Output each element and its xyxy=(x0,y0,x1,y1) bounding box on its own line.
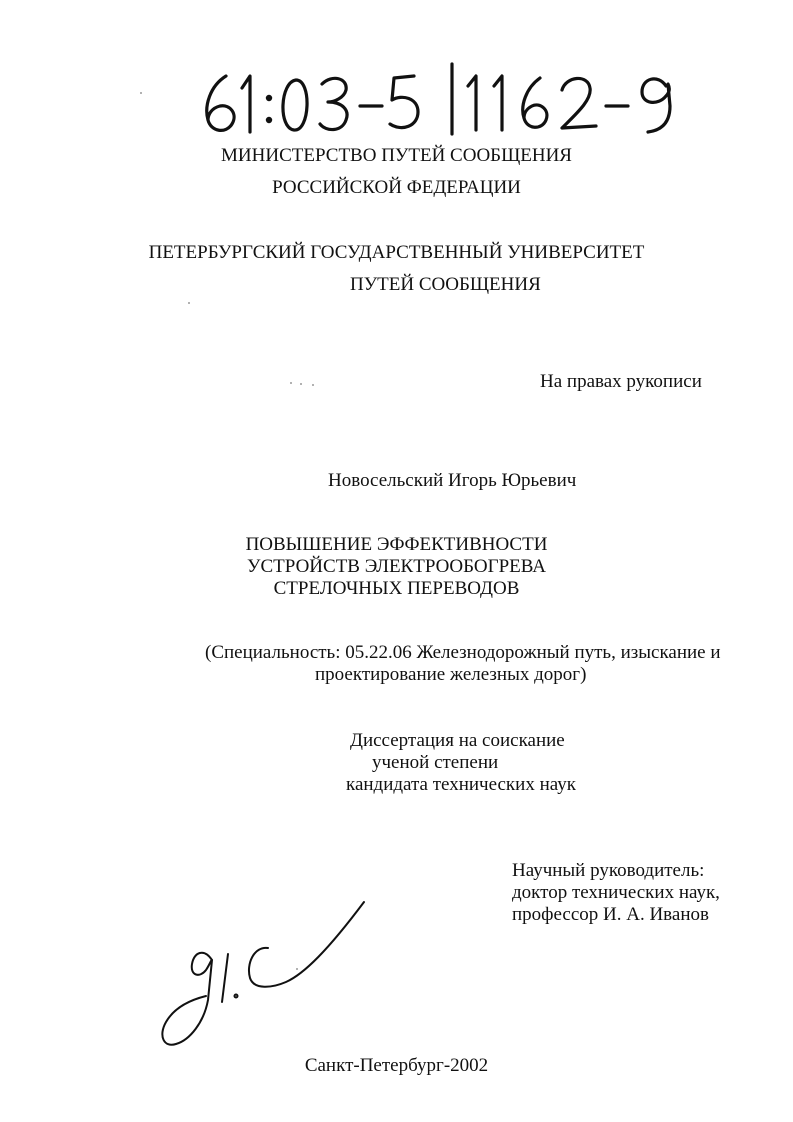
degree-line-3: кандидата технических наук xyxy=(346,774,576,795)
scan-speck xyxy=(300,383,302,385)
title-line-3: СТРЕЛОЧНЫХ ПЕРЕВОДОВ xyxy=(273,578,520,599)
degree-line-2: ученой степени xyxy=(372,752,499,773)
ministry-line-1: МИНИСТЕРСТВО ПУТЕЙ СООБЩЕНИЯ xyxy=(221,145,572,166)
supervisor-degree: доктор технических наук, xyxy=(512,882,720,903)
scan-speck xyxy=(140,92,142,94)
scan-speck xyxy=(290,382,292,384)
scan-speck xyxy=(296,968,298,970)
supervisor-label: Научный руководитель: xyxy=(512,860,705,881)
university-line-1: ПЕТЕРБУРГСКИЙ ГОСУДАРСТВЕННЫЙ УНИВЕРСИТЕТ xyxy=(148,242,645,263)
scan-speck xyxy=(312,384,314,386)
scan-speck xyxy=(188,302,190,304)
manuscript-rights-note: На правах рукописи xyxy=(540,371,702,392)
title-line-2: УСТРОЙСТВ ЭЛЕКТРООБОГРЕВА xyxy=(247,556,546,577)
specialty-line-1: (Специальность: 05.22.06 Железнодорожный путь, изыскание и xyxy=(205,642,721,663)
author-signature xyxy=(150,890,380,1060)
author-name: Новосельский Игорь Юрьевич xyxy=(328,470,577,491)
degree-line-1: Диссертация на соискание xyxy=(350,730,565,751)
supervisor-name: профессор И. А. Иванов xyxy=(512,904,709,925)
ministry-line-2: РОССИЙСКОЙ ФЕДЕРАЦИИ xyxy=(272,177,521,198)
specialty-line-2: проектирование железных дорог) xyxy=(315,664,587,685)
city-year: Санкт-Петербург-2002 xyxy=(304,1055,489,1076)
title-line-1: ПОВЫШЕНИЕ ЭФФЕКТИВНОСТИ xyxy=(245,534,548,555)
handwritten-catalog-code xyxy=(196,62,696,142)
university-line-2: ПУТЕЙ СООБЩЕНИЯ xyxy=(350,274,541,295)
